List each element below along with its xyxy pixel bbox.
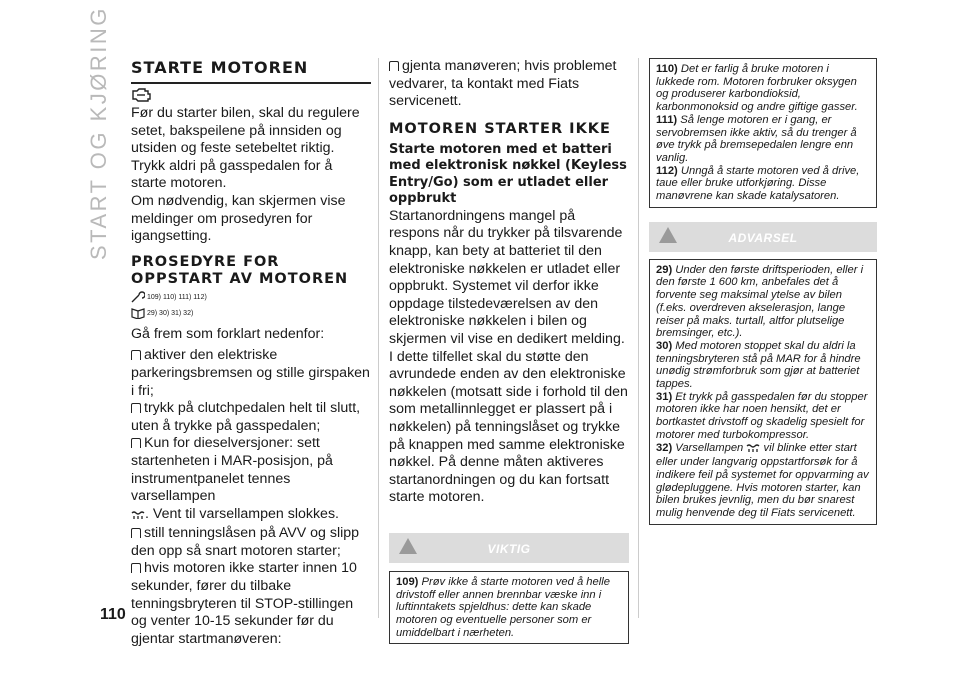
paragraph: Trykk aldri på gasspedalen for å starte motoren.: [131, 157, 333, 192]
glow-plug-icon: [746, 444, 760, 457]
bullet-item: Kun for dieselversjoner: sett startenheten i MAR-posisjon, på instrumentpanelet tennes varsellampen . Vent til varsellampen slokkes.: [131, 435, 371, 525]
bullet-car-icon: [131, 350, 141, 360]
section-heading: MOTOREN STARTER IKKE: [389, 120, 611, 137]
paragraph: Gå frem som forklart nedenfor:: [131, 325, 325, 342]
bullet-item: trykk på clutchpedalen helt til slutt, uten å trykke på gasspedalen;: [131, 400, 361, 434]
column-2: [389, 58, 629, 644]
warning-refs: 109) 110) 111) 112): [147, 293, 207, 301]
paragraph: Startanordningens mangel på respons når du trykker på tilsvarende knapp, kan bety at batteriet til den elektroniske nøkkelen er utladet eller oppbrukt. Systemet vil derfor ikke oppdage tilstedeværelsen av den elektroniske nøkkelen i bilen og skjermen vil vise en dedikert melding. I dette tilfellet skal du støtte den avrundede enden av den elektroniske nøkkelen (motsatt side i forhold til den som metallinnlegget er plassert på i nøkkelen) på tenningslåset og trykke på knappen med samme elektroniske nøkkel. På denne måten aktiveres startanordningen og du kan fortsatt starte motoren.: [389, 207, 628, 506]
bullet-car-icon: [131, 528, 141, 538]
section-heading: PROSEDYRE FOR OPPSTART AV MOTOREN: [131, 253, 349, 287]
glow-plug-icon: [131, 508, 145, 526]
column-divider: [638, 58, 639, 618]
bullet-item: gjenta manøveren; hvis problemet vedvarer, ta kontakt med Fiats servicenett.: [389, 58, 617, 110]
bullet-car-icon: [131, 563, 141, 573]
bullet-item: hvis motoren ikke starter innen 10 sekunder, fører du tilbake tenningsbryteren til STOP-stillingen og venter 10-15 sekunder før du gjentar startmanøveren:: [131, 560, 357, 647]
eco-engine-icon: [131, 87, 371, 103]
caution-box: 29) Under den første driftsperioden, eller i den første 1 600 km, anbefales det å forvente seg maksimal ytelse av bilen (f.eks. overdreven akselerasjon, lange reiser på maks. turtall, altfor plutselige bremsinger, etc.). 30) Med motoren stoppet skal du aldri la tenningsbryteren stå på MAR for å hindre unødig strømforbruk som gjør at batteriet tappes. 31) Et trykk på gasspedalen før du stopper motoren ikke har noen hensikt, det er bortkastet drivstoff og skadelig spesielt for motorer med turbokompressor. 32) Varsellampen vil blinke etter start eller under langvarig oppstartforsøk for å indikere feil på systemet for oppvarming av glødepluggene. Hvis motoren starter, kan bilen brukes jevnlig, men du bør snarest mulig henvende deg til Fiats servicenett.: [649, 259, 877, 525]
paragraph: Om nødvendig, kan skjermen vise meldinger om prosedyren for igangsetting.: [131, 192, 346, 245]
book-icon: [131, 306, 145, 325]
subsection-heading: Starte motoren med et batteri med elektronisk nøkkel (Keyless Entry/Go) som er utladet eller oppbrukt: [389, 141, 627, 207]
warning-box: 110) Det er farlig å bruke motoren i lukkede rom. Motoren forbruker oksygen og produserer karbondioksid, karbonmonoksid og andre giftige gasser. 111) Så lenge motoren er i gang, er servobremsen ikke aktiv, så du trenger å øve trykk på bremsepedalen lengre enn vanlig. 112) Unngå å starte motoren ved å drive, taue eller bruke utforkjøring. Disse manøvrene kan skade katalysatoren.: [649, 58, 877, 208]
page-number: 110: [100, 606, 126, 623]
paragraph: Før du starter bilen, skal du regulere setet, bakspeilene på innsiden og utsiden og feste setebeltet riktig.: [131, 105, 360, 157]
warning-box: 109) Prøv ikke å starte motoren ved å helle drivstoff eller annen brennbar væske inn i luftinntakets spjeldhus: dette kan skade motoren og eventuelle personer som er umiddelbart i nærheten.: [389, 571, 629, 645]
caution-banner: ADVARSEL: [649, 222, 877, 252]
important-banner: VIKTIG: [389, 533, 629, 563]
column-divider: [378, 58, 379, 618]
side-chapter-title: START OG KJØRING: [86, 6, 111, 260]
column-1: [131, 58, 371, 648]
column-3: [649, 58, 877, 525]
section-heading: STARTE MOTOREN: [131, 58, 309, 77]
bullet-car-icon: [131, 438, 141, 448]
bullet-item: aktiver den elektriske parkeringsbremsen og stille girspaken i fri;: [131, 347, 370, 399]
bullet-car-icon: [389, 61, 399, 71]
bullet-car-icon: [131, 403, 141, 413]
caution-refs: 29) 30) 31) 32): [147, 309, 194, 317]
bullet-item: still tenningslåsen på AVV og slipp den opp så snart motoren starter;: [131, 525, 360, 559]
